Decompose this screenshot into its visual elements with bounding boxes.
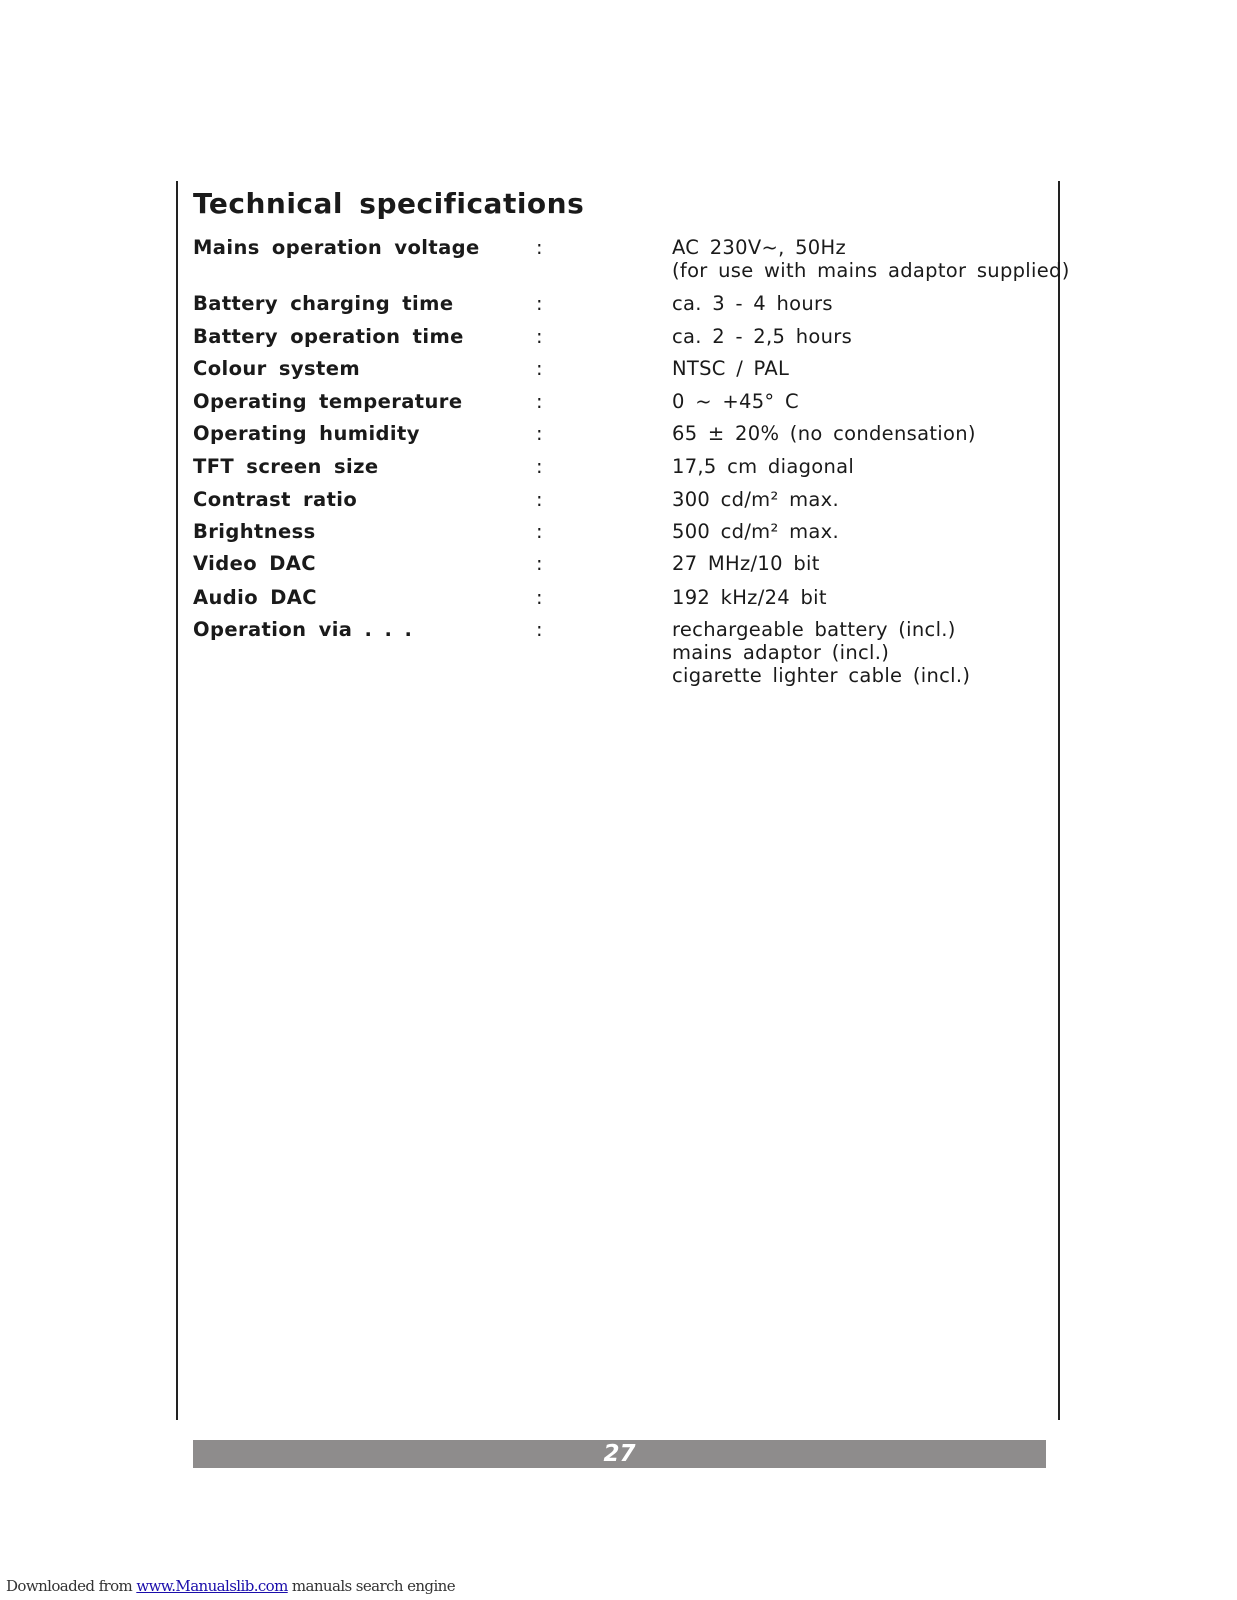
spec-label: Audio DAC: [193, 586, 317, 609]
page-footer-bar: [193, 1440, 1046, 1468]
spec-value-line: NTSC / PAL: [672, 357, 790, 380]
spec-separator: :: [536, 236, 543, 259]
spec-value: [672, 618, 970, 687]
spec-value: [672, 390, 799, 413]
spec-label: Contrast ratio: [193, 488, 358, 511]
spec-label: Mains operation voltage: [193, 236, 480, 259]
spec-value: [672, 520, 839, 543]
spec-value-line: 17,5 cm diagonal: [672, 455, 855, 478]
spec-separator: :: [536, 325, 543, 348]
spec-value: [672, 325, 852, 348]
page-title: Technical specifications: [193, 187, 585, 220]
download-note: [6, 1577, 455, 1595]
spec-value: [672, 236, 1070, 282]
spec-value-line: cigarette lighter cable (incl.): [672, 664, 971, 687]
spec-separator: :: [536, 552, 543, 575]
manualslib-link[interactable]: www.Manualslib.com: [136, 1577, 288, 1595]
spec-separator: :: [536, 292, 543, 315]
right-border-rule: [1058, 181, 1060, 1420]
spec-value-line: 300 cd/m² max.: [672, 488, 839, 511]
spec-value-line: 27 MHz/10 bit: [672, 552, 820, 575]
spec-value-line: 0 ~ +45° C: [672, 390, 799, 413]
spec-label: Operating humidity: [193, 422, 420, 445]
download-note-prefix: Downloaded from: [6, 1577, 137, 1595]
left-border-rule: [176, 181, 178, 1420]
spec-value-line: 192 kHz/24 bit: [672, 586, 827, 609]
spec-value-line: (for use with mains adaptor supplied): [672, 259, 1070, 282]
spec-label: Operating temperature: [193, 390, 463, 413]
spec-label: Battery charging time: [193, 292, 454, 315]
spec-label: Operation via . . .: [193, 618, 413, 641]
spec-label: TFT screen size: [193, 455, 379, 478]
spec-value: [672, 292, 833, 315]
spec-separator: :: [536, 586, 543, 609]
spec-label: Video DAC: [193, 552, 316, 575]
spec-value: [672, 552, 820, 575]
spec-separator: :: [536, 618, 543, 641]
spec-value: [672, 488, 839, 511]
spec-value: [672, 586, 827, 609]
download-note-suffix: manuals search engine: [287, 1577, 455, 1595]
spec-separator: :: [536, 455, 543, 478]
spec-value-line: mains adaptor (incl.): [672, 641, 890, 664]
spec-separator: :: [536, 357, 543, 380]
spec-label: Brightness: [193, 520, 316, 543]
page-number: 27: [603, 1441, 636, 1467]
spec-value-line: ca. 2 - 2,5 hours: [672, 325, 853, 348]
spec-value-line: AC 230V~, 50Hz: [672, 236, 847, 259]
spec-value: [672, 422, 976, 445]
spec-separator: :: [536, 488, 543, 511]
spec-value-line: rechargeable battery (incl.): [672, 618, 956, 641]
spec-separator: :: [536, 390, 543, 413]
spec-value: [672, 357, 789, 380]
spec-value-line: ca. 3 - 4 hours: [672, 292, 833, 315]
spec-value-line: 65 ± 20% (no condensation): [672, 422, 976, 445]
spec-value-line: 500 cd/m² max.: [672, 520, 839, 543]
spec-value: [672, 455, 854, 478]
spec-separator: :: [536, 520, 543, 543]
spec-label: Battery operation time: [193, 325, 464, 348]
spec-separator: :: [536, 422, 543, 445]
spec-label: Colour system: [193, 357, 361, 380]
